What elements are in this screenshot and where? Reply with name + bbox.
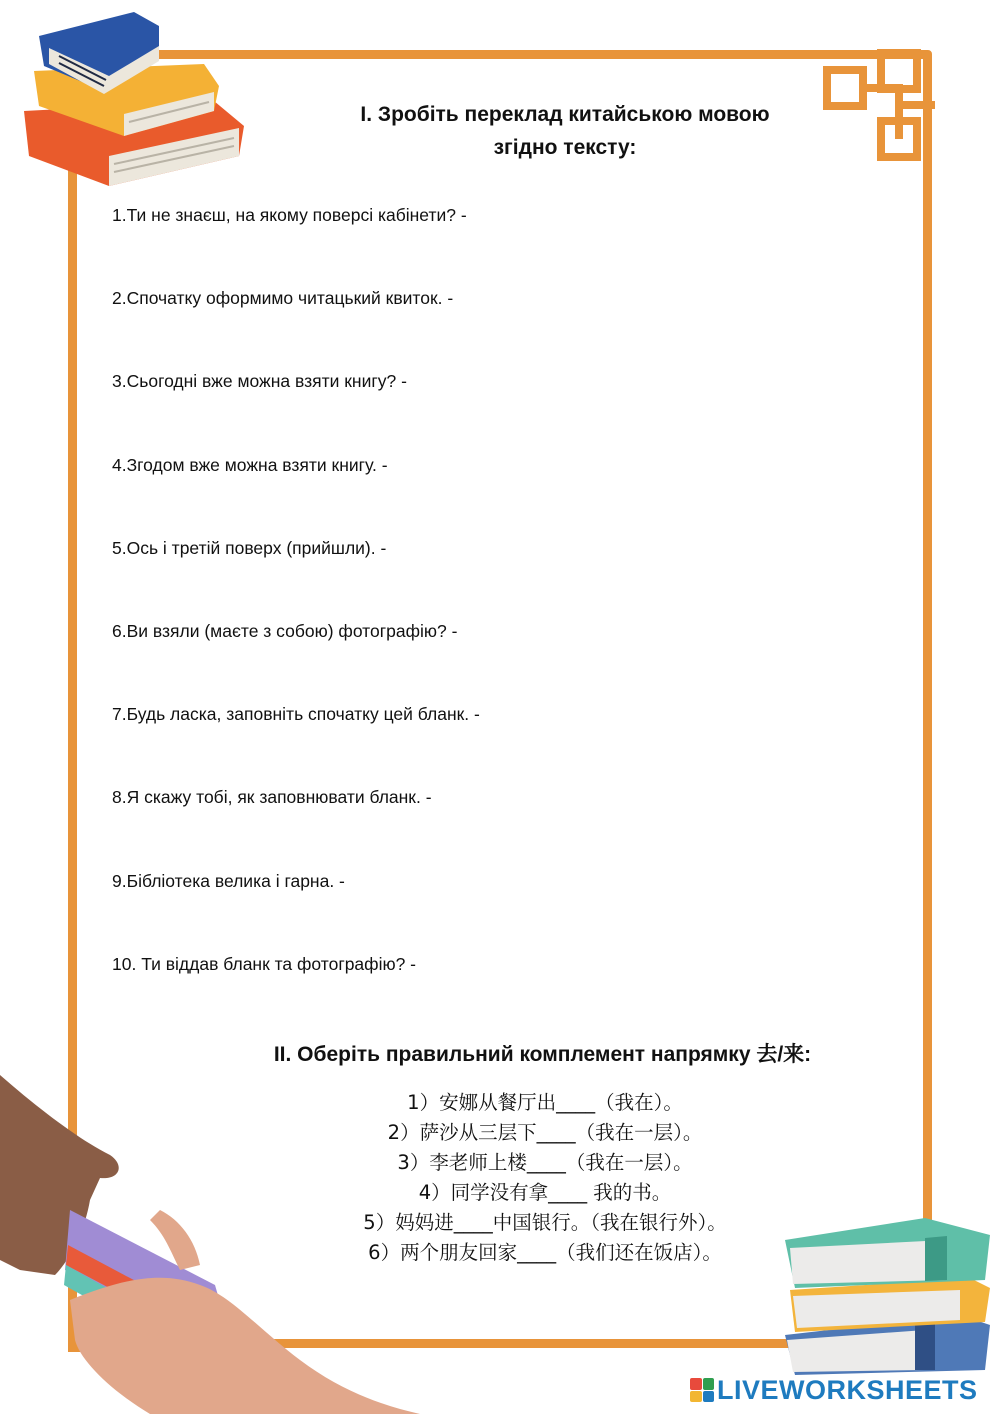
liveworksheets-logo	[690, 1373, 978, 1407]
exercise-item: 2）萨沙从三层下____（我在一层）。	[387, 1121, 703, 1144]
question-item: 10. Ти віддав бланк та фотографію? -	[112, 953, 417, 974]
question-item: 9.Бібліотека велика і гарна. -	[112, 870, 345, 891]
exercise-item: 6）两个朋友回家____（我们还在饭店）。	[368, 1241, 722, 1264]
question-item: 7.Будь ласка, заповніть спочатку цей бланк. -	[112, 704, 480, 725]
question-item: 4.Згодом вже можна взяти книгу. -	[112, 454, 388, 475]
question-item: 3.Сьогодні вже можна взяти книгу? -	[112, 371, 407, 392]
section1-title	[290, 98, 840, 164]
exercise-item: 3）李老师上楼____（我在一层）。	[397, 1151, 693, 1174]
book-stack-icon	[14, 6, 254, 196]
question-item: 2.Спочатку оформимо читацький квиток. -	[112, 288, 454, 309]
liveworksheets-logo-text: LIVEWORKSHEETS	[717, 1374, 978, 1405]
direction-complement-exercise-list	[230, 1088, 860, 1268]
section1-title-line1: I. Зробіть переклад китайською мовою	[360, 103, 770, 126]
exercise-item: 4）同学没有拿____ 我的书。	[418, 1181, 672, 1204]
exercise-item: 1）安娜从餐厅出____（我在）。	[407, 1091, 683, 1114]
question-item: 1.Ти не знаєш, на якому поверсі кабінети? -	[112, 205, 467, 225]
question-item: 8.Я скажу тобі, як заповнювати бланк. -	[112, 787, 432, 808]
section2-title: II. Оберіть правильний комплемент напрямку 去/来:	[273, 1043, 812, 1066]
exercise-item: 5）妈妈进____中国银行。（我在银行外）。	[363, 1211, 727, 1234]
translation-question-list	[112, 200, 812, 1032]
question-item: 6.Ви взяли (маєте з собою) фотографію? -	[112, 620, 458, 641]
liveworksheets-badge-icon	[690, 1378, 714, 1402]
question-item: 5.Ось і третій поверх (прийшли). -	[112, 537, 387, 558]
section1-title-line2: згідно тексту:	[493, 136, 637, 159]
